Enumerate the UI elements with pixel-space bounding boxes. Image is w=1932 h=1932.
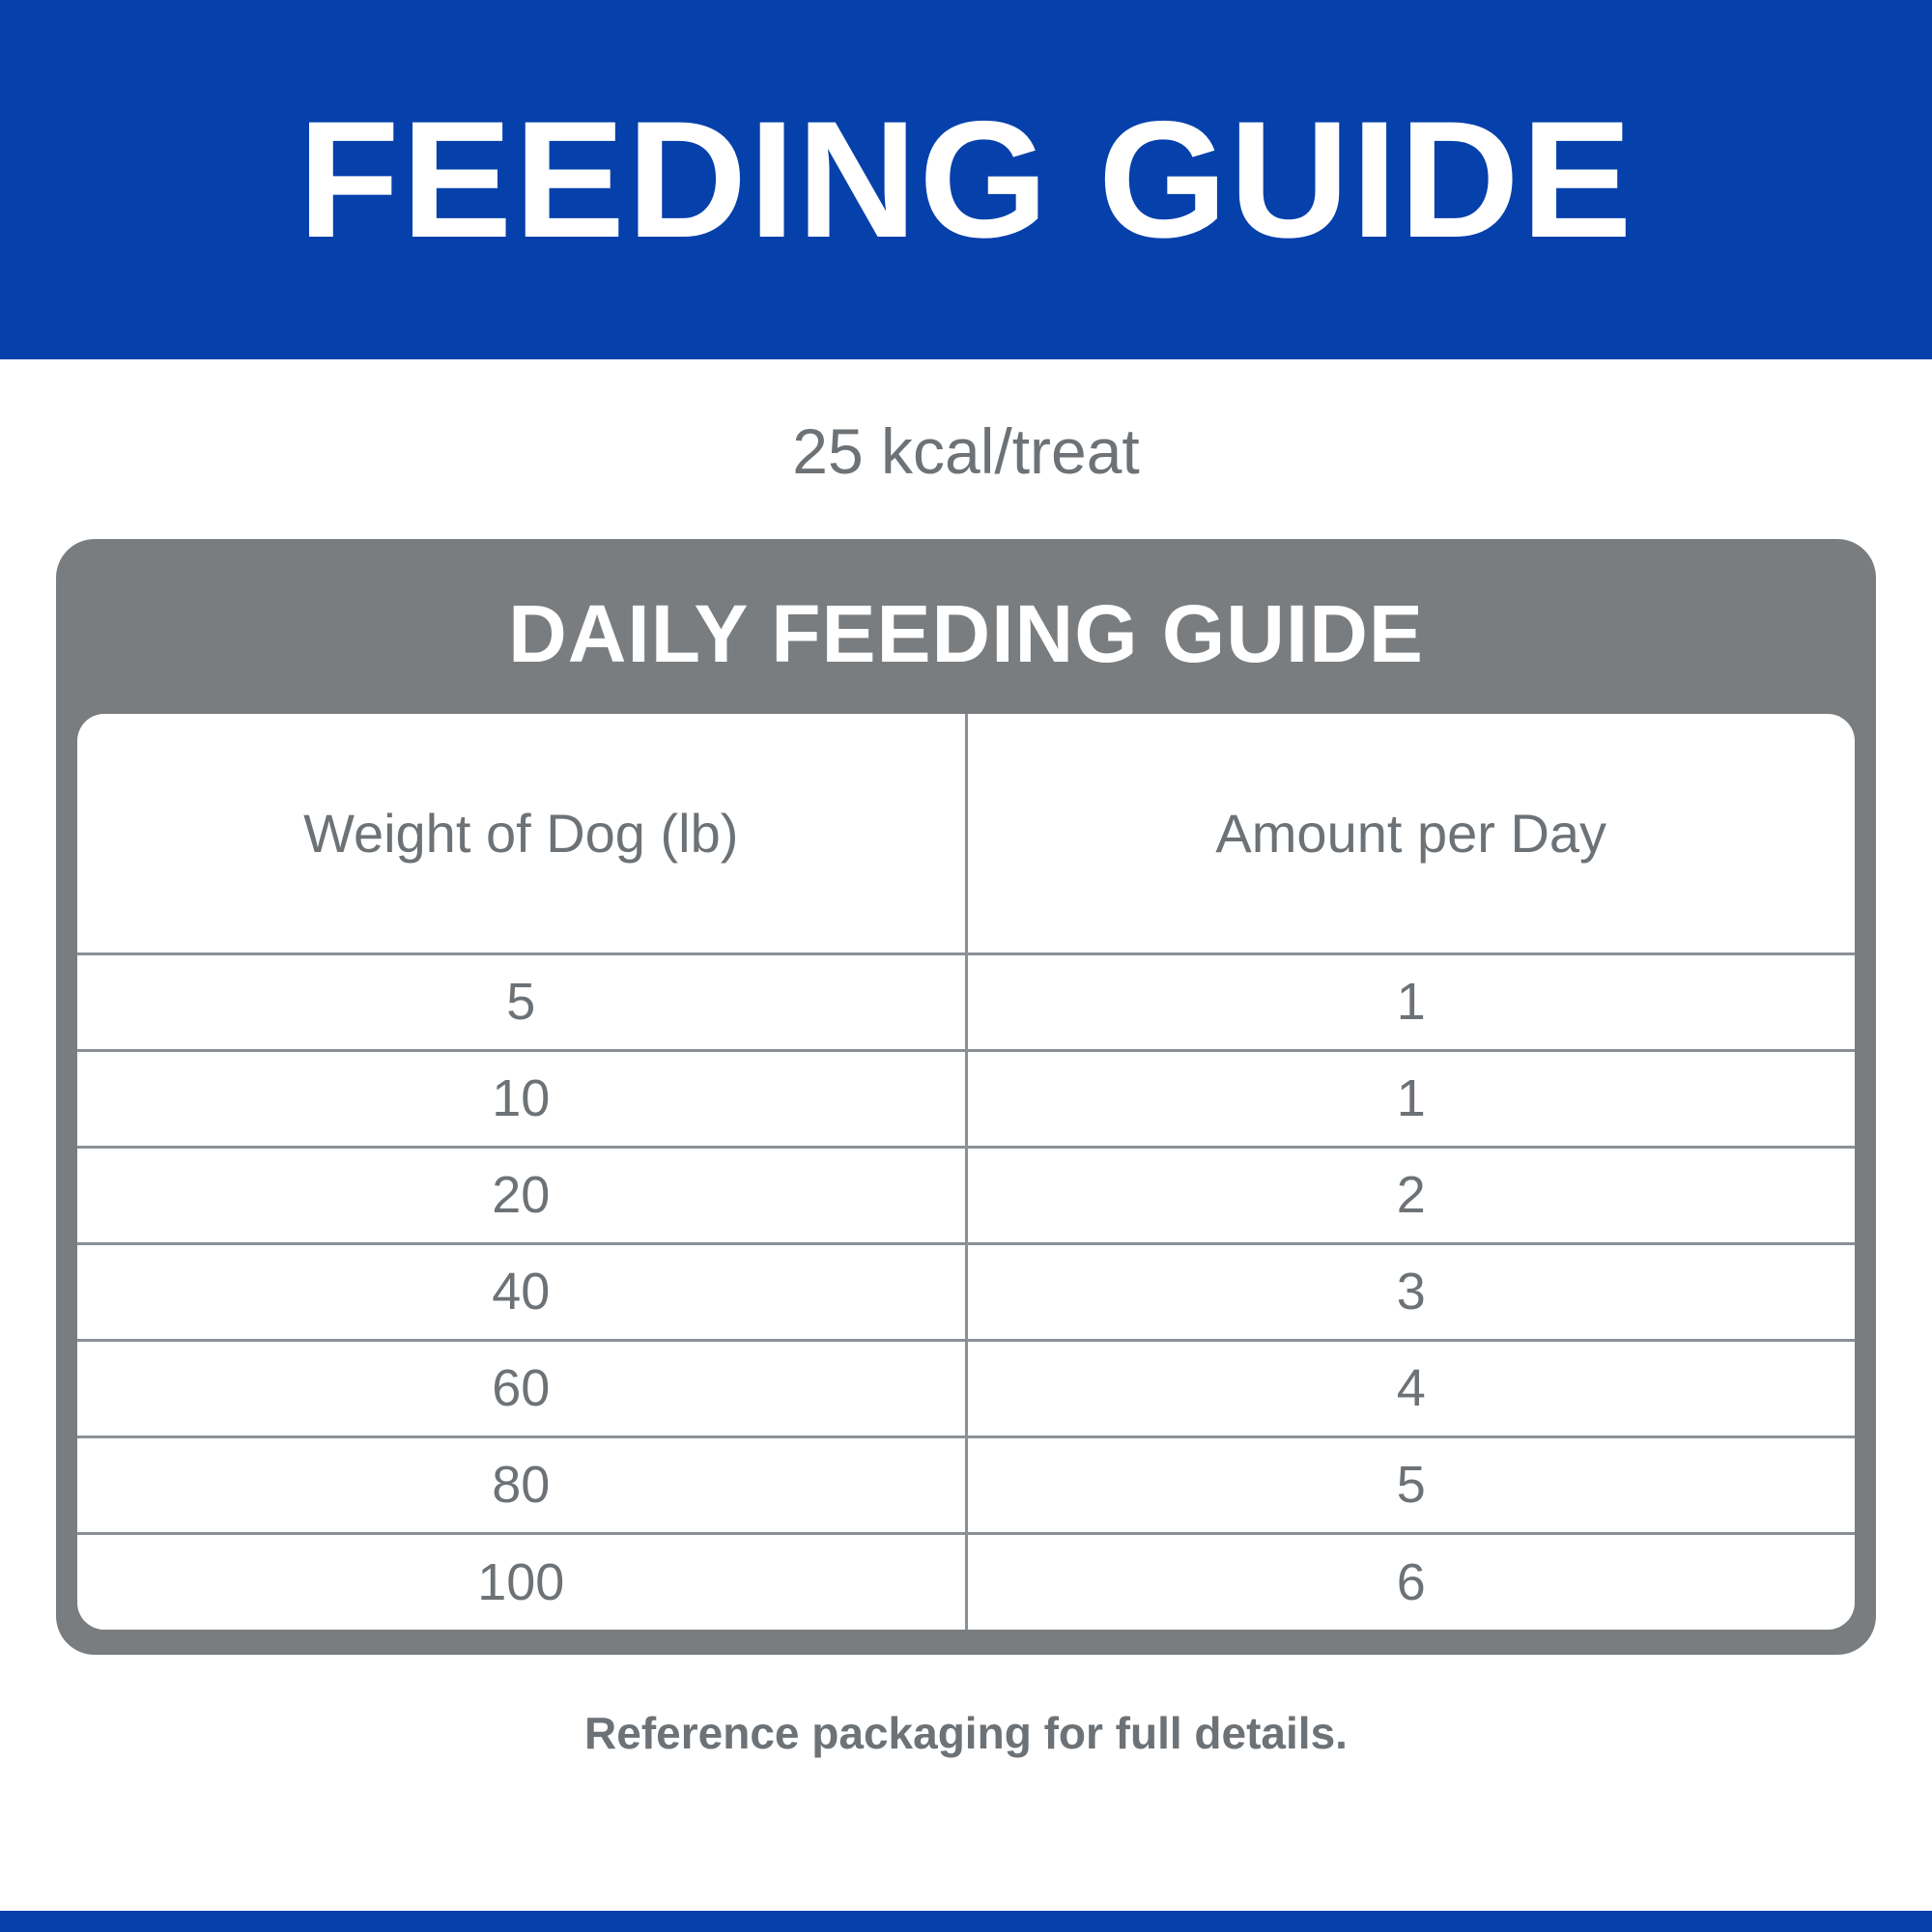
footnote-row bbox=[0, 1655, 1932, 1758]
cell-weight: 40 bbox=[77, 1243, 966, 1340]
table-row bbox=[77, 1243, 1855, 1340]
table-row bbox=[77, 1436, 1855, 1533]
cell-amount: 2 bbox=[966, 1147, 1855, 1243]
table-row bbox=[77, 1533, 1855, 1630]
cell-weight: 20 bbox=[77, 1147, 966, 1243]
table-row bbox=[77, 953, 1855, 1050]
table-body bbox=[77, 953, 1855, 1630]
cell-amount: 4 bbox=[966, 1340, 1855, 1436]
subtitle-row bbox=[0, 359, 1932, 487]
column-header-weight: Weight of Dog (lb) bbox=[77, 714, 966, 953]
table-header-row bbox=[77, 714, 1855, 953]
table-row bbox=[77, 1147, 1855, 1243]
page-title: FEEDING GUIDE bbox=[298, 87, 1634, 272]
feeding-card bbox=[56, 539, 1876, 1655]
cell-weight: 10 bbox=[77, 1050, 966, 1147]
cell-amount: 5 bbox=[966, 1436, 1855, 1533]
table-row bbox=[77, 1340, 1855, 1436]
cell-weight: 100 bbox=[77, 1533, 966, 1630]
cell-amount: 3 bbox=[966, 1243, 1855, 1340]
feeding-card-wrapper bbox=[0, 483, 1932, 1655]
cell-amount: 1 bbox=[966, 1050, 1855, 1147]
cell-weight: 5 bbox=[77, 953, 966, 1050]
table-row bbox=[77, 1050, 1855, 1147]
cell-amount: 1 bbox=[966, 953, 1855, 1050]
calorie-subtitle: 25 kcal/treat bbox=[792, 415, 1140, 487]
card-title: DAILY FEEDING GUIDE bbox=[508, 588, 1424, 679]
feeding-table bbox=[77, 714, 1855, 1630]
cell-weight: 60 bbox=[77, 1340, 966, 1436]
footnote-text: Reference packaging for full details. bbox=[584, 1708, 1348, 1758]
feeding-table-container bbox=[77, 714, 1855, 1630]
cell-weight: 80 bbox=[77, 1436, 966, 1533]
header-banner bbox=[0, 0, 1932, 359]
table-head bbox=[77, 714, 1855, 953]
column-header-amount: Amount per Day bbox=[966, 714, 1855, 953]
footer-strip bbox=[0, 1911, 1932, 1932]
cell-amount: 6 bbox=[1396, 1552, 1426, 1611]
